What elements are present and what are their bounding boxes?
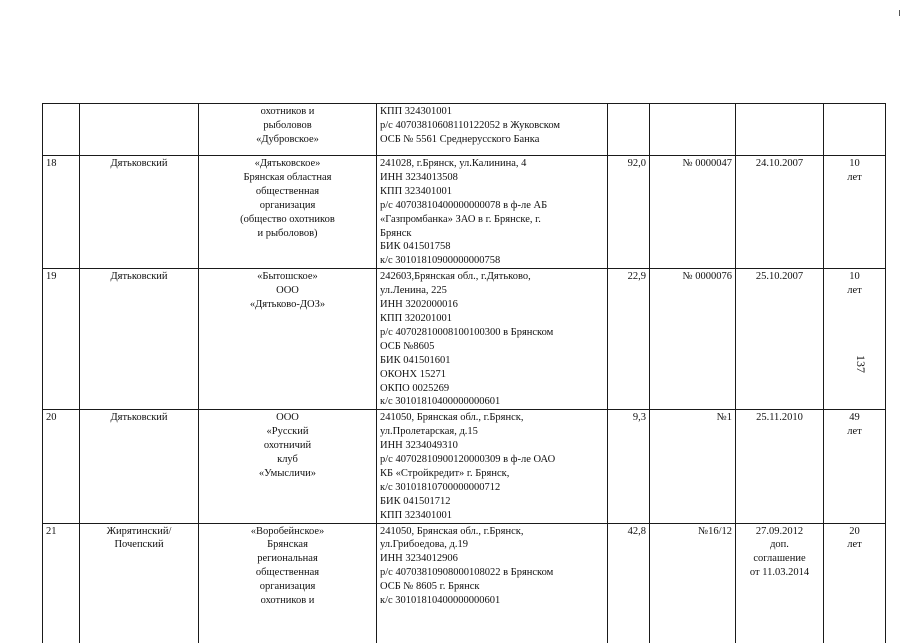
- organization-cell-line: ООО: [276, 285, 299, 297]
- area-cell: 22,9: [608, 269, 650, 410]
- details-cell-line: КБ «Стройкредит» г. Брянск,: [380, 467, 510, 479]
- date-cell-line: доп.: [770, 539, 789, 551]
- term-cell-line: 49: [849, 412, 860, 424]
- organization-cell-line: общественная: [255, 185, 320, 197]
- organization-cell: [199, 104, 377, 156]
- organization-cell-line: региональная: [257, 553, 318, 565]
- date-cell: [736, 410, 824, 523]
- details-cell-line: 241028, г.Брянск, ул.Калинина, 4: [380, 158, 527, 169]
- details-cell-line: р/с 40702810900120000309 в ф-ле ОАО: [380, 454, 556, 466]
- details-cell-line: КПП 320201001: [380, 312, 453, 324]
- row-number: 20: [43, 410, 80, 523]
- area-cell: 92,0: [608, 156, 650, 269]
- details-cell-line: ОСБ № 5561 Среднерусского Банка: [380, 133, 540, 145]
- district-cell-line: Дятьковский: [110, 158, 168, 169]
- details-cell-line: к/с 30101810700000000712: [380, 481, 501, 493]
- license-cell: №1: [650, 410, 736, 523]
- area-cell: [608, 104, 650, 156]
- term-cell: [824, 269, 886, 410]
- district-cell-line: Дятьковский: [110, 271, 168, 283]
- organization-cell-line: «Воробейнское»: [250, 525, 325, 537]
- district-cell: [80, 156, 199, 269]
- organization-cell-line: «Бытошское»: [257, 271, 318, 283]
- details-cell-line: ИНН 3234049310: [380, 440, 458, 452]
- details-cell-line: ул.Грибоедова, д.19: [380, 539, 468, 551]
- organization-cell-line: охотников и: [260, 595, 315, 607]
- district-cell-line: Жирятинский/: [106, 525, 172, 537]
- organization-cell-line: охотничий: [263, 440, 312, 452]
- table-row: [43, 410, 886, 523]
- organization-cell: [199, 410, 377, 523]
- details-cell-line: ИНН 3234013508: [380, 171, 458, 183]
- organization-cell-line: «Русский: [266, 426, 309, 438]
- row-number: 18: [43, 156, 80, 269]
- details-cell-line: 241050, Брянская обл., г.Брянск,: [380, 412, 524, 424]
- row-number: 19: [43, 269, 80, 410]
- organization-cell-line: общественная: [255, 567, 320, 579]
- details-cell: [377, 269, 608, 410]
- district-cell-line: Дятьковский: [110, 412, 168, 424]
- details-cell-line: ОСБ №8605: [380, 340, 435, 352]
- date-cell: [736, 269, 824, 410]
- details-cell: [377, 523, 608, 643]
- term-cell-line: лет: [847, 171, 862, 183]
- scan-edge-mark: [899, 10, 900, 16]
- organization-cell-line: «Дятьково-ДОЗ»: [249, 299, 326, 311]
- details-cell-line: ОКОНХ 15271: [380, 368, 446, 380]
- details-cell-line: 241050, Брянская обл., г.Брянск,: [380, 525, 524, 537]
- details-cell-line: ОКПО 0025269: [380, 382, 450, 394]
- details-cell: [377, 156, 608, 269]
- term-cell: [824, 410, 886, 523]
- date-cell-line: 25.11.2010: [756, 412, 803, 424]
- organization-cell-line: Брянская: [267, 539, 308, 551]
- details-cell-line: р/с 40703810908000108022 в Брянском: [380, 567, 554, 579]
- details-cell-line: ИНН 3202000016: [380, 299, 458, 311]
- table-row: [43, 523, 886, 643]
- organization-cell-line: ООО: [276, 412, 299, 424]
- district-cell: [80, 269, 199, 410]
- details-cell-line: р/с 40702810008100100300 в Брянском: [380, 326, 554, 338]
- page-number: 137: [854, 355, 868, 373]
- district-cell: [80, 523, 199, 643]
- organization-cell-line: охотников и: [260, 106, 315, 117]
- area-cell: 42,8: [608, 523, 650, 643]
- organization-cell-line: рыболовов: [263, 119, 312, 131]
- organization-cell-line: организация: [259, 199, 316, 211]
- license-cell: [650, 104, 736, 156]
- details-cell-line: ИНН 3234012906: [380, 553, 458, 565]
- date-cell: [736, 104, 824, 156]
- details-cell-line: КПП 323401001: [380, 185, 453, 197]
- organization-cell-line: (общество охотников: [240, 213, 335, 225]
- table-row: [43, 104, 886, 156]
- details-cell-line: к/с 30101810400000000601: [380, 595, 501, 607]
- details-cell-line: ул.Ленина, 225: [380, 285, 447, 297]
- term-cell-line: 10: [849, 271, 860, 283]
- term-cell-line: лет: [847, 426, 862, 438]
- date-cell-line: соглашение: [753, 553, 806, 565]
- organization-cell-line: организация: [259, 581, 316, 593]
- row-number: 21: [43, 523, 80, 643]
- term-cell-line: лет: [847, 285, 862, 297]
- table-row: [43, 156, 886, 269]
- date-cell: [736, 523, 824, 643]
- term-cell: [824, 523, 886, 643]
- organization-cell-line: и рыболовов): [257, 227, 318, 239]
- district-cell-line: Почепский: [114, 539, 164, 551]
- organization-cell-line: Брянская областная: [243, 171, 332, 183]
- details-cell-line: к/с 30101810900000000758: [380, 255, 501, 267]
- details-cell-line: Брянск: [380, 227, 412, 239]
- date-cell: [736, 156, 824, 269]
- details-cell-line: КПП 323401001: [380, 509, 453, 521]
- organization-cell: [199, 156, 377, 269]
- details-cell-line: 242603,Брянская обл., г.Дятьково,: [380, 271, 531, 283]
- details-cell-line: р/с 40703810400000000078 в ф-ле АБ: [380, 199, 548, 211]
- date-cell-line: 25.10.2007: [755, 271, 804, 283]
- term-cell-line: 20: [849, 525, 860, 537]
- details-cell-line: БИК 041501601: [380, 354, 451, 366]
- details-cell-line: БИК 041501758: [380, 241, 451, 253]
- details-cell-line: к/с 30101810400000000601: [380, 396, 501, 408]
- term-cell-line: 10: [849, 158, 860, 169]
- organization-cell: [199, 523, 377, 643]
- organization-cell-line: «Дубровское»: [256, 133, 319, 145]
- details-cell-line: ОСБ № 8605 г. Брянск: [380, 581, 480, 593]
- details-cell-line: р/с 40703810608110122052 в Жуковском: [380, 119, 561, 131]
- district-cell: [80, 104, 199, 156]
- table-row: [43, 269, 886, 410]
- date-cell-line: 24.10.2007: [755, 158, 804, 169]
- details-cell: [377, 410, 608, 523]
- date-cell-line: от 11.03.2014: [749, 567, 810, 579]
- organization-cell-line: «Дятьковское»: [254, 158, 321, 169]
- term-cell-line: лет: [847, 539, 862, 551]
- district-cell: [80, 410, 199, 523]
- details-cell-line: КПП 324301001: [380, 106, 453, 117]
- details-cell-line: ул.Пролетарская, д.15: [380, 426, 478, 438]
- details-cell-line: «Газпромбанка» ЗАО в г. Брянске, г.: [380, 213, 541, 225]
- term-cell: [824, 156, 886, 269]
- organization-cell: [199, 269, 377, 410]
- license-cell: №16/12: [650, 523, 736, 643]
- organization-cell-line: клуб: [277, 454, 298, 466]
- license-cell: № 0000076: [650, 269, 736, 410]
- hunting-grounds-table: [42, 103, 886, 643]
- term-cell: [824, 104, 886, 156]
- date-cell-line: 27.09.2012: [755, 525, 804, 537]
- organization-cell-line: «Умысличи»: [258, 467, 317, 479]
- row-number: [43, 104, 80, 156]
- area-cell: 9,3: [608, 410, 650, 523]
- license-cell: № 0000047: [650, 156, 736, 269]
- details-cell: [377, 104, 608, 156]
- details-cell-line: БИК 041501712: [380, 495, 451, 507]
